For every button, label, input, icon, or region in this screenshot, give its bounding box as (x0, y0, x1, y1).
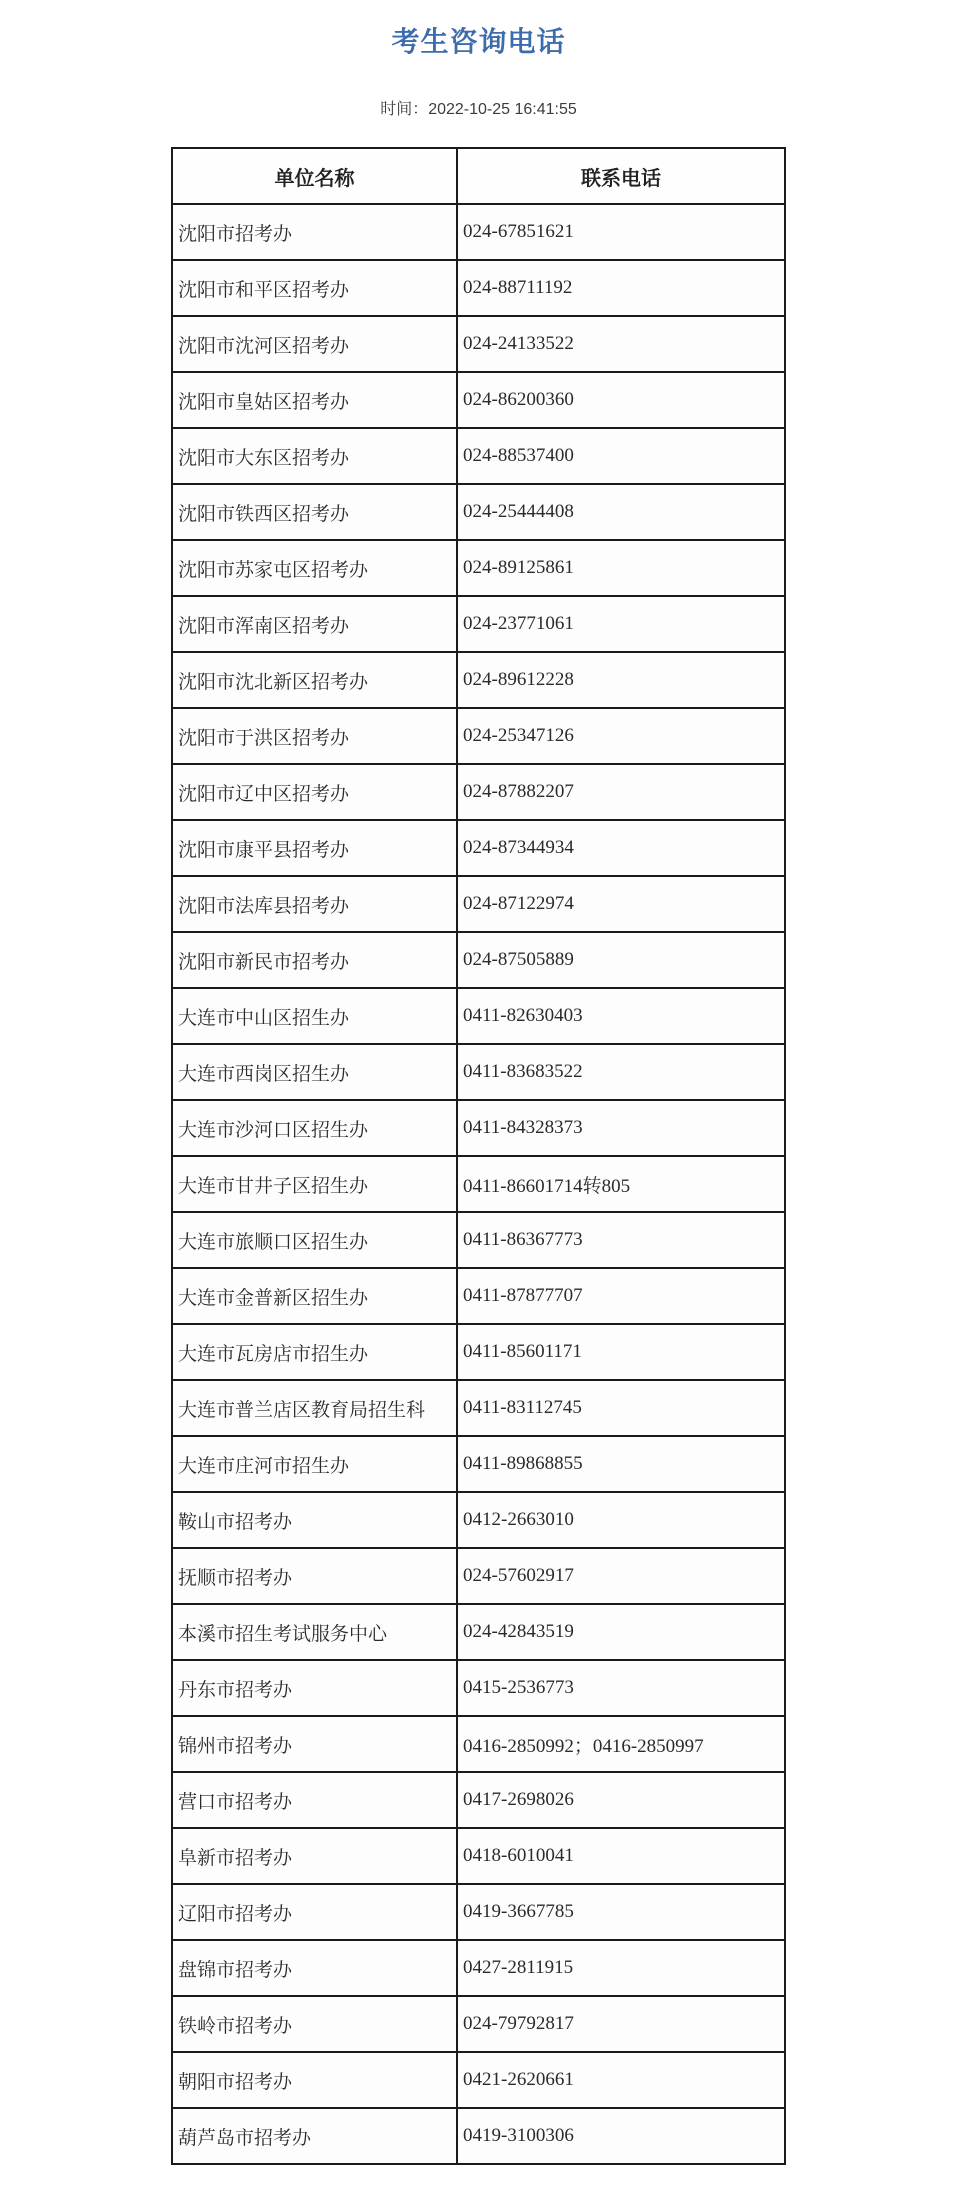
phone-cell: 0411-85601171 (457, 1324, 785, 1380)
phone-cell: 0417-2698026 (457, 1772, 785, 1828)
phone-cell: 024-89125861 (457, 540, 785, 596)
phone-cell: 024-88711192 (457, 260, 785, 316)
phone-cell: 024-87882207 (457, 764, 785, 820)
unit-name-cell: 沈阳市沈北新区招考办 (172, 652, 457, 708)
phone-cell: 0418-6010041 (457, 1828, 785, 1884)
table-row (172, 1996, 785, 2052)
phone-cell: 024-87344934 (457, 820, 785, 876)
phone-cell: 0427-2811915 (457, 1940, 785, 1996)
unit-name-cell: 大连市沙河口区招生办 (172, 1100, 457, 1156)
unit-name-cell: 辽阳市招考办 (172, 1884, 457, 1940)
phone-cell: 0411-83683522 (457, 1044, 785, 1100)
unit-name-cell: 大连市旅顺口区招生办 (172, 1212, 457, 1268)
unit-name-cell: 沈阳市法库县招考办 (172, 876, 457, 932)
unit-name-cell: 抚顺市招考办 (172, 1548, 457, 1604)
table-row (172, 764, 785, 820)
unit-name-cell: 大连市西岗区招生办 (172, 1044, 457, 1100)
table-row (172, 484, 785, 540)
unit-name-cell: 锦州市招考办 (172, 1716, 457, 1772)
unit-name-cell: 沈阳市苏家屯区招考办 (172, 540, 457, 596)
table-row (172, 1044, 785, 1100)
phone-cell: 024-67851621 (457, 204, 785, 260)
table-row (172, 1436, 785, 1492)
table-row (172, 652, 785, 708)
table-row (172, 428, 785, 484)
phone-cell: 0411-84328373 (457, 1100, 785, 1156)
unit-name-cell: 沈阳市和平区招考办 (172, 260, 457, 316)
table-row (172, 316, 785, 372)
timestamp: 时间：2022-10-25 16:41:55 (380, 101, 577, 118)
unit-name-cell: 大连市庄河市招生办 (172, 1436, 457, 1492)
unit-name-cell: 大连市中山区招生办 (172, 988, 457, 1044)
table-row (172, 820, 785, 876)
unit-name-cell: 大连市甘井子区招生办 (172, 1156, 457, 1212)
table-row (172, 596, 785, 652)
unit-name-cell: 本溪市招生考试服务中心 (172, 1604, 457, 1660)
phone-cell: 024-89612228 (457, 652, 785, 708)
phone-table (171, 147, 786, 2165)
phone-cell: 024-42843519 (457, 1604, 785, 1660)
table-body (172, 204, 785, 2164)
table-row (172, 1660, 785, 1716)
phone-cell: 0411-83112745 (457, 1380, 785, 1436)
table-row (172, 1324, 785, 1380)
table-row (172, 1716, 785, 1772)
unit-name-cell: 沈阳市浑南区招考办 (172, 596, 457, 652)
table-row (172, 1828, 785, 1884)
table-row (172, 372, 785, 428)
phone-header: 联系电话 (457, 148, 785, 204)
phone-cell: 024-23771061 (457, 596, 785, 652)
phone-cell: 024-87122974 (457, 876, 785, 932)
phone-cell: 0419-3667785 (457, 1884, 785, 1940)
unit-name-cell: 沈阳市康平县招考办 (172, 820, 457, 876)
unit-name-cell: 营口市招考办 (172, 1772, 457, 1828)
table-row (172, 2108, 785, 2164)
table-row (172, 260, 785, 316)
unit-name-cell: 沈阳市招考办 (172, 204, 457, 260)
table-row (172, 1604, 785, 1660)
phone-cell: 024-86200360 (457, 372, 785, 428)
phone-cell: 0416-2850992；0416-2850997 (457, 1716, 785, 1772)
phone-cell: 0412-2663010 (457, 1492, 785, 1548)
unit-name-cell: 大连市金普新区招生办 (172, 1268, 457, 1324)
phone-cell: 0411-82630403 (457, 988, 785, 1044)
phone-cell: 0411-86601714转805 (457, 1156, 785, 1212)
unit-name-cell: 沈阳市于洪区招考办 (172, 708, 457, 764)
page-title: 考生咨询电话 (391, 26, 566, 57)
table-row (172, 1492, 785, 1548)
phone-cell: 0411-89868855 (457, 1436, 785, 1492)
table-row (172, 1212, 785, 1268)
table-row (172, 1156, 785, 1212)
phone-cell: 0421-2620661 (457, 2052, 785, 2108)
table-row (172, 1884, 785, 1940)
table-row (172, 1380, 785, 1436)
unit-name-cell: 大连市瓦房店市招生办 (172, 1324, 457, 1380)
phone-cell: 024-88537400 (457, 428, 785, 484)
phone-cell: 024-57602917 (457, 1548, 785, 1604)
phone-cell: 0411-86367773 (457, 1212, 785, 1268)
unit-name-cell: 丹东市招考办 (172, 1660, 457, 1716)
phone-cell: 024-24133522 (457, 316, 785, 372)
unit-name-cell: 盘锦市招考办 (172, 1940, 457, 1996)
unit-name-cell: 沈阳市沈河区招考办 (172, 316, 457, 372)
phone-cell: 0411-87877707 (457, 1268, 785, 1324)
unit-name-cell: 葫芦岛市招考办 (172, 2108, 457, 2164)
table-row (172, 876, 785, 932)
table-row (172, 1940, 785, 1996)
unit-name-cell: 沈阳市铁西区招考办 (172, 484, 457, 540)
table-row (172, 1548, 785, 1604)
unit-name-header: 单位名称 (172, 148, 457, 204)
table-row (172, 540, 785, 596)
table-row (172, 932, 785, 988)
table-row (172, 1100, 785, 1156)
unit-name-cell: 铁岭市招考办 (172, 1996, 457, 2052)
unit-name-cell: 沈阳市新民市招考办 (172, 932, 457, 988)
table-row (172, 1772, 785, 1828)
phone-cell: 0419-3100306 (457, 2108, 785, 2164)
table-header-row (172, 148, 785, 204)
table-row (172, 2052, 785, 2108)
phone-cell: 024-87505889 (457, 932, 785, 988)
phone-cell: 0415-2536773 (457, 1660, 785, 1716)
unit-name-cell: 沈阳市皇姑区招考办 (172, 372, 457, 428)
table-row (172, 204, 785, 260)
unit-name-cell: 鞍山市招考办 (172, 1492, 457, 1548)
table-row (172, 1268, 785, 1324)
table-row (172, 708, 785, 764)
unit-name-cell: 大连市普兰店区教育局招生科 (172, 1380, 457, 1436)
phone-cell: 024-25444408 (457, 484, 785, 540)
unit-name-cell: 沈阳市大东区招考办 (172, 428, 457, 484)
phone-cell: 024-79792817 (457, 1996, 785, 2052)
phone-cell: 024-25347126 (457, 708, 785, 764)
unit-name-cell: 朝阳市招考办 (172, 2052, 457, 2108)
table-row (172, 988, 785, 1044)
unit-name-cell: 沈阳市辽中区招考办 (172, 764, 457, 820)
unit-name-cell: 阜新市招考办 (172, 1828, 457, 1884)
